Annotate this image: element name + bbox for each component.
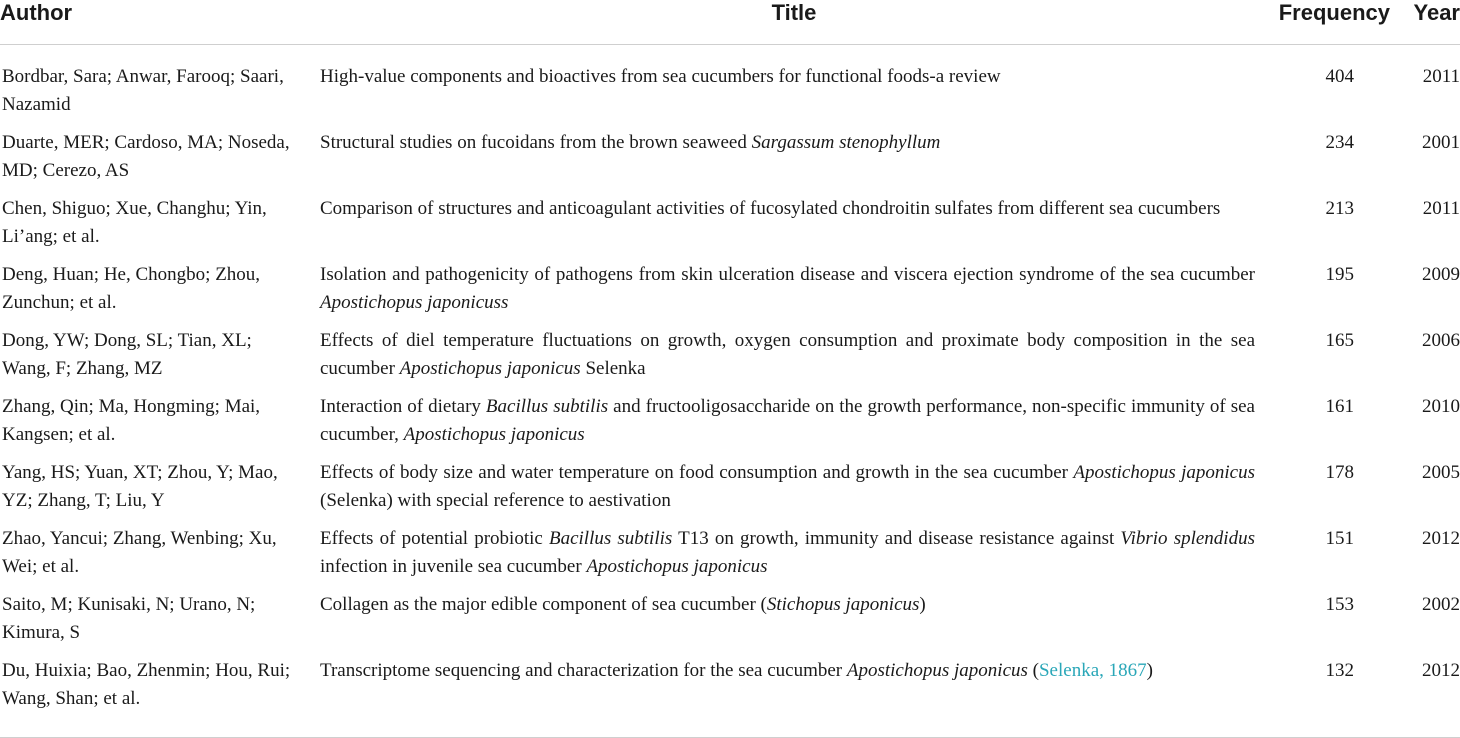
title-segment: T13 on growth, immunity and disease resistance against <box>672 528 1121 549</box>
cell-author <box>0 525 320 591</box>
title-italic-segment: Apostichopus japonicuss <box>320 292 509 313</box>
title-segment: ( <box>1027 660 1039 681</box>
author-text: Yang, HS; Yuan, XT; Zhou, Y; Mao, YZ; Zhang, T; Liu, Y <box>2 462 278 511</box>
title-italic-segment: Apostichopus japonicus <box>403 424 585 445</box>
cell-year: 2011 <box>1422 198 1460 219</box>
cell-title <box>320 393 1268 459</box>
author-text: Deng, Huan; He, Chongbo; Zhou, Zunchun; et al. <box>2 264 261 313</box>
table-row <box>0 525 1460 591</box>
cell-frequency: 165 <box>1325 330 1354 351</box>
header-author: Author <box>0 0 320 45</box>
title-text <box>320 327 1255 383</box>
cell-author <box>0 261 320 327</box>
title-segment: infection in juvenile sea cucumber <box>320 556 587 577</box>
table-row <box>0 195 1460 261</box>
cell-year: 2012 <box>1390 657 1460 738</box>
title-segment: Effects of potential probiotic <box>320 528 549 549</box>
title-text <box>320 63 1255 91</box>
title-italic-segment: Stichopus japonicus <box>766 594 920 615</box>
title-italic-segment: Apostichopus japonicus <box>399 358 581 379</box>
cell-year: 2005 <box>1422 462 1460 483</box>
title-text <box>320 591 1255 619</box>
author-text: Duarte, MER; Cardoso, MA; Noseda, MD; Cerezo, AS <box>2 132 290 181</box>
title-text <box>320 657 1255 685</box>
cell-title <box>320 657 1268 738</box>
title-text <box>320 129 1255 157</box>
title-segment: Comparison of structures and anticoagulant activities of fucosylated chondroitin sulfates from different sea cucumbers <box>320 198 1221 219</box>
title-italic-segment: Sargassum stenophyllum <box>751 132 941 153</box>
cell-title <box>320 45 1268 130</box>
title-segment: Structural studies on fucoidans from the brown seaweed <box>320 132 752 153</box>
citation-link[interactable]: Selenka, 1867 <box>1038 660 1147 681</box>
header-frequency: Frequency <box>1268 0 1390 45</box>
cell-year: 2011 <box>1422 66 1460 87</box>
cell-title <box>320 195 1268 261</box>
cell-title <box>320 459 1268 525</box>
cell-year: 2002 <box>1422 594 1460 615</box>
cell-year: 2010 <box>1422 396 1460 417</box>
title-text <box>320 261 1255 317</box>
title-italic-segment: Bacillus subtilis <box>548 528 673 549</box>
title-text <box>320 195 1255 223</box>
title-italic-segment: Apostichopus japonicus <box>1073 462 1255 483</box>
cell-year: 2012 <box>1422 528 1460 549</box>
header-year: Year <box>1390 0 1460 45</box>
title-segment: High-value components and bioactives from sea cucumbers for functional foods-a review <box>320 66 1001 87</box>
cell-frequency: 195 <box>1325 264 1354 285</box>
cell-frequency: 404 <box>1325 66 1354 87</box>
title-segment: ) <box>919 594 926 615</box>
title-italic-segment: Vibrio splendidus <box>1120 528 1255 549</box>
header-title: Title <box>320 0 1268 45</box>
cell-frequency: 151 <box>1325 528 1354 549</box>
title-segment: and fructooligosaccharide on the growth performance, non-specific immunity of sea cucumber, <box>320 396 1255 445</box>
title-text <box>320 393 1255 449</box>
table-row <box>0 393 1460 459</box>
author-text: Chen, Shiguo; Xue, Changhu; Yin, Li’ang; et al. <box>2 198 267 247</box>
cell-title <box>320 129 1268 195</box>
table-row <box>0 657 1460 738</box>
cell-year: 2006 <box>1422 330 1460 351</box>
title-italic-segment: Apostichopus japonicus <box>846 660 1028 681</box>
title-segment: Interaction of dietary <box>320 396 486 417</box>
table-row <box>0 129 1460 195</box>
author-text: Zhang, Qin; Ma, Hongming; Mai, Kangsen; et al. <box>2 396 261 445</box>
title-italic-segment: Apostichopus japonicus <box>586 556 768 577</box>
author-text: Bordbar, Sara; Anwar, Farooq; Saari, Nazamid <box>2 66 284 115</box>
title-segment: Isolation and pathogenicity of pathogens from skin ulceration disease and viscera ejection syndrome of the sea cucumber <box>320 264 1255 285</box>
title-text <box>320 459 1255 515</box>
title-segment: ) <box>1146 660 1153 681</box>
cell-year: 2001 <box>1422 132 1460 153</box>
cell-frequency: 153 <box>1325 594 1354 615</box>
cell-title <box>320 261 1268 327</box>
table-row <box>0 45 1460 130</box>
title-italic-segment: Bacillus subtilis <box>485 396 609 417</box>
table-row <box>0 459 1460 525</box>
table-body <box>0 45 1460 738</box>
cell-author <box>0 657 320 738</box>
title-segment: Transcriptome sequencing and characterization for the sea cucumber <box>320 660 847 681</box>
title-segment: (Selenka) with special reference to aestivation <box>320 490 671 511</box>
cell-author <box>0 591 320 657</box>
cell-frequency: 213 <box>1325 198 1354 219</box>
author-text: Du, Huixia; Bao, Zhenmin; Hou, Rui; Wang, Shan; et al. <box>2 660 291 709</box>
table-row <box>0 261 1460 327</box>
cell-author <box>0 393 320 459</box>
author-text: Saito, M; Kunisaki, N; Urano, N; Kimura, S <box>2 594 256 643</box>
cell-frequency: 178 <box>1325 462 1354 483</box>
cell-frequency: 234 <box>1325 132 1354 153</box>
title-segment: Selenka <box>580 358 646 379</box>
cell-frequency: 132 <box>1268 657 1390 738</box>
cell-author <box>0 195 320 261</box>
title-segment: Collagen as the major edible component of sea cucumber ( <box>320 594 767 615</box>
author-text: Zhao, Yancui; Zhang, Wenbing; Xu, Wei; et al. <box>2 528 277 577</box>
cell-author <box>0 459 320 525</box>
author-text: Dong, YW; Dong, SL; Tian, XL; Wang, F; Zhang, MZ <box>2 330 252 379</box>
cell-author <box>0 45 320 130</box>
cell-title <box>320 327 1268 393</box>
cell-author <box>0 327 320 393</box>
table-row <box>0 327 1460 393</box>
title-text <box>320 525 1255 581</box>
cell-author <box>0 129 320 195</box>
table-row <box>0 591 1460 657</box>
cell-year: 2009 <box>1422 264 1460 285</box>
cell-title <box>320 591 1268 657</box>
title-segment: Effects of body size and water temperature on food consumption and growth in the sea cucumber <box>320 462 1074 483</box>
cell-frequency: 161 <box>1325 396 1354 417</box>
header-row <box>0 0 1460 45</box>
cell-title <box>320 525 1268 591</box>
title-segment: Effects of diel temperature fluctuations on growth, oxygen consumption and proximate body composition in the sea cucumber <box>320 330 1255 379</box>
